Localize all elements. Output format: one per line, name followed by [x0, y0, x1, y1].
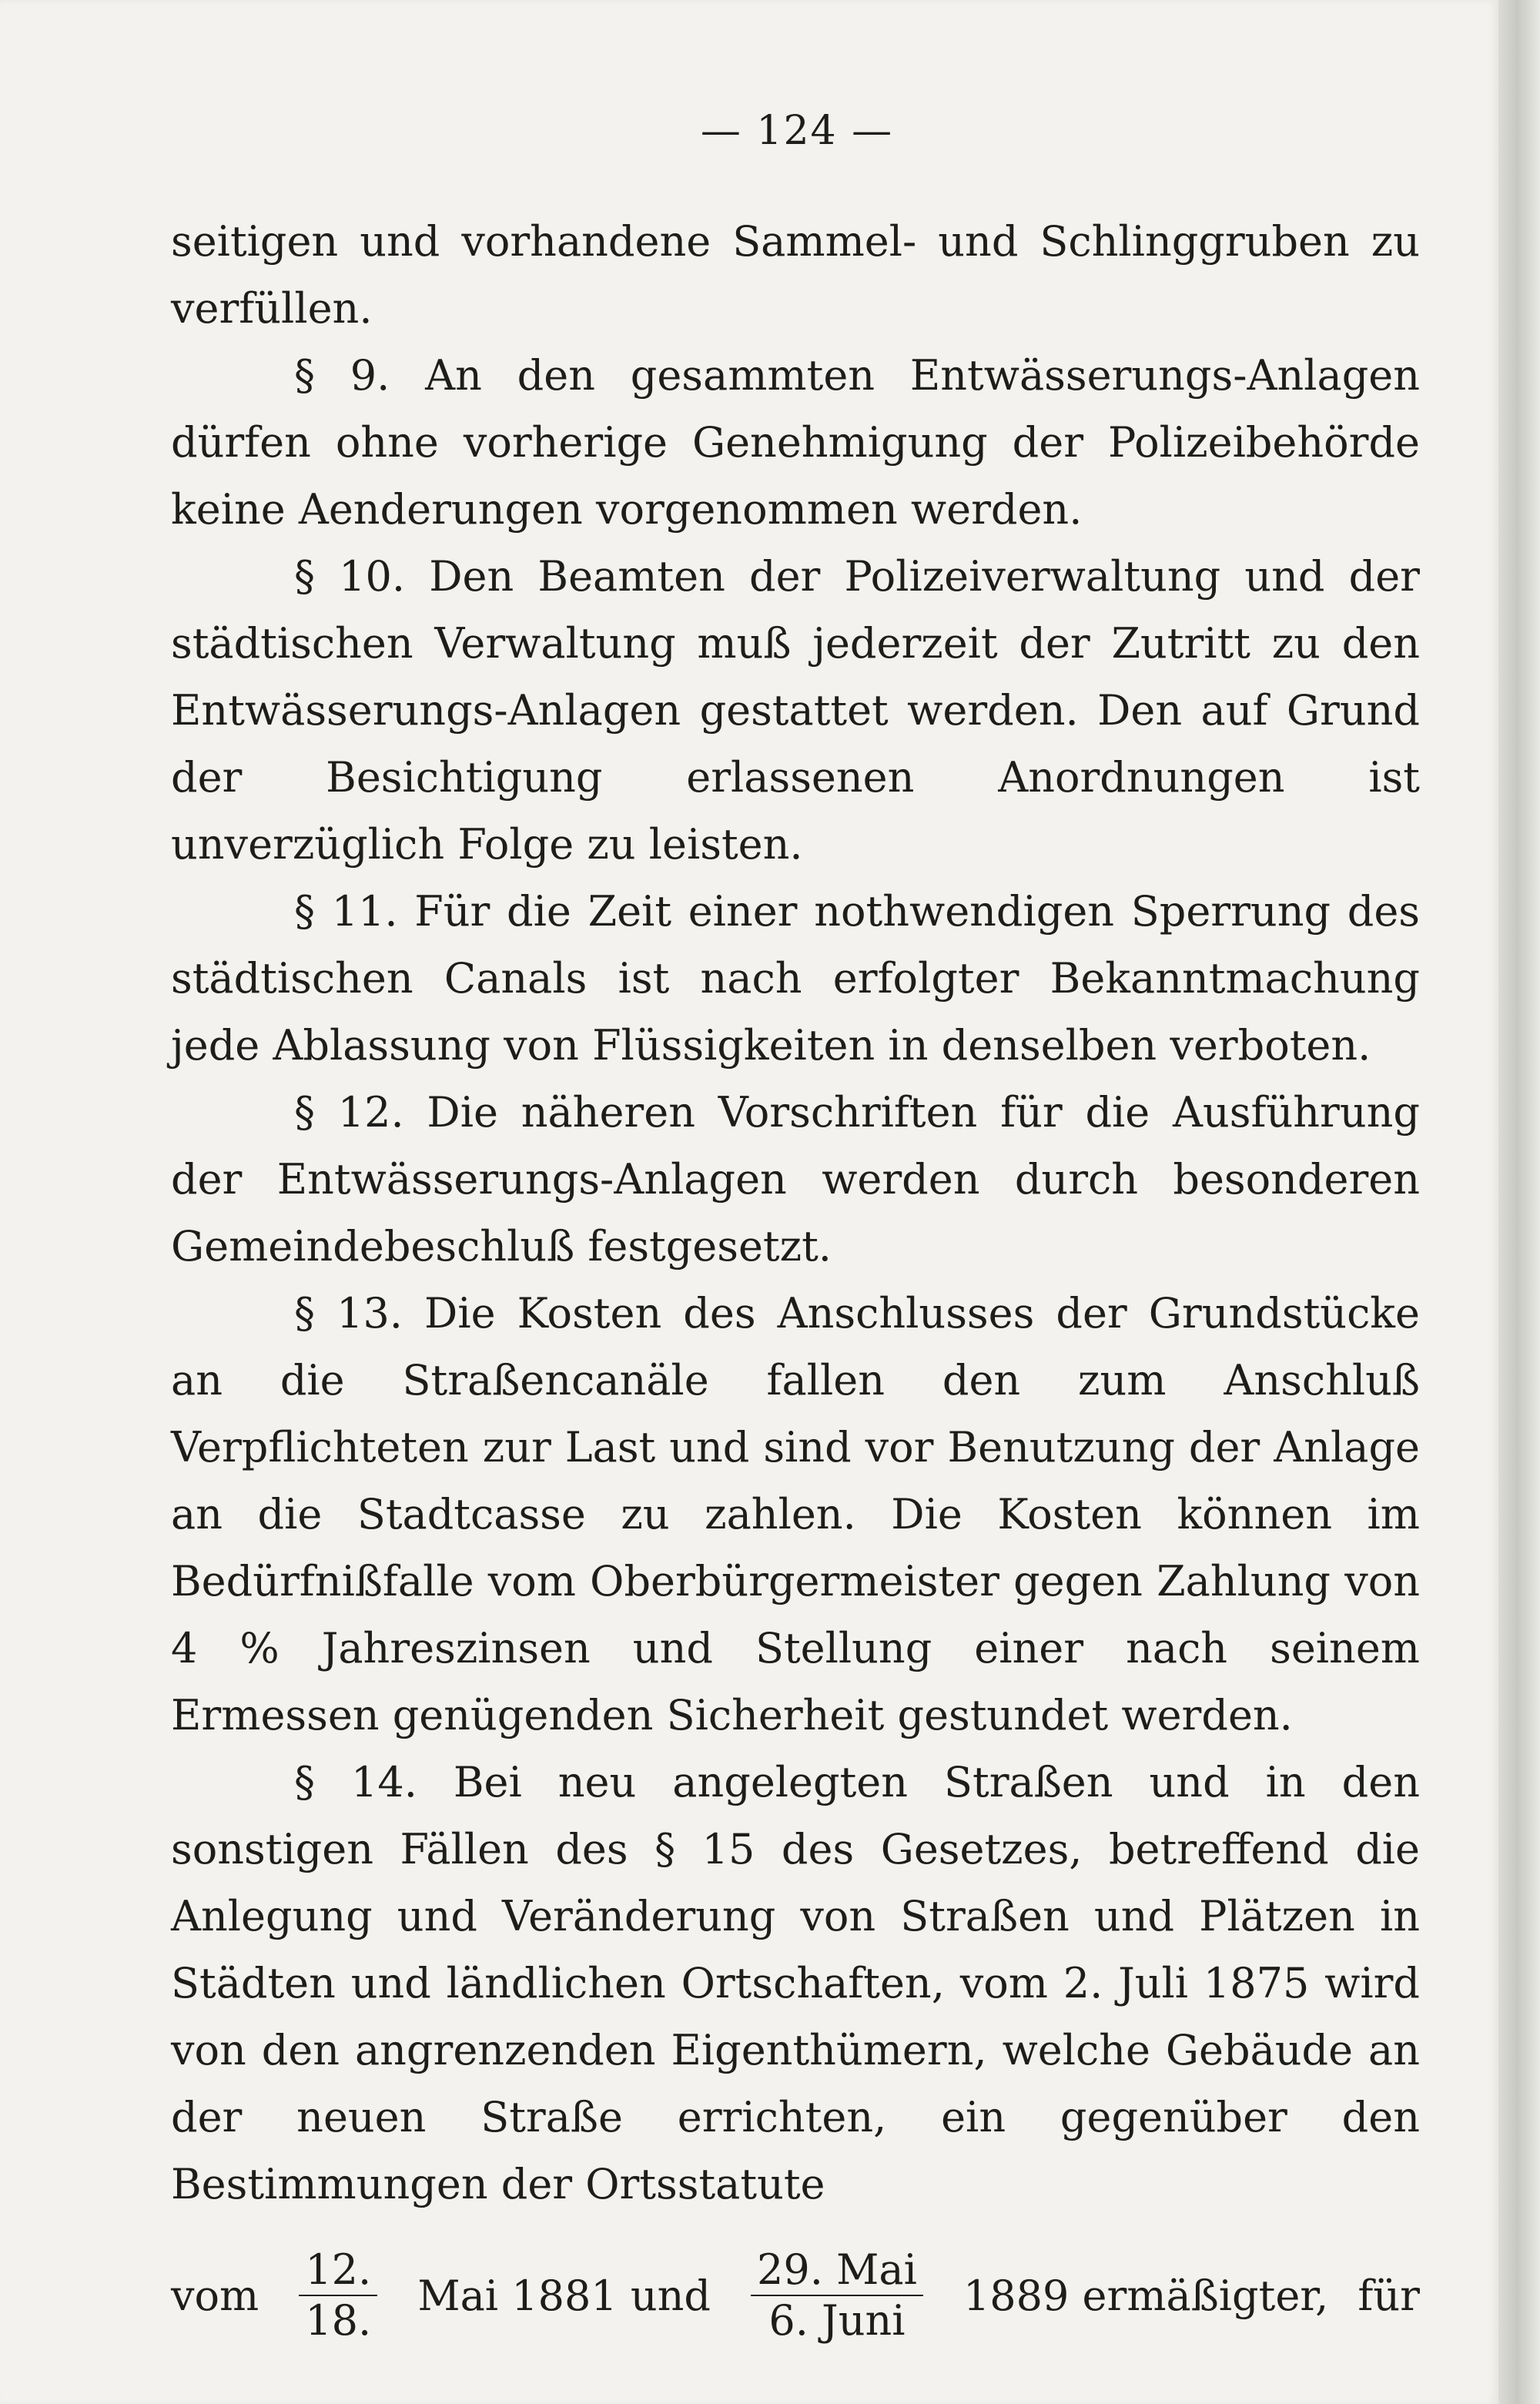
paragraph-section-13: § 13. Die Kosten des Anschlusses der Grundstücke an die Straßencanäle fallen den zum Anschluß Verpflichteten zur Last und sind vor Benutzung der Anlage an die Stadtcasse zu zahlen. Die Kosten können im Bedürfnißfalle vom Oberbürgermeister gegen Zahlung von 4 % Jahreszinsen und Stellung einer nach seinem Ermessen genügenden Sicherheit gestundet werden. — [171, 1289, 1420, 1739]
fraction-2-numerator: 29. Mai — [751, 2245, 923, 2296]
paragraph-section-11: § 11. Für die Zeit einer nothwendigen Sperrung des städtischen Canals ist nach erfolgter Bekanntmachung jede Ablassung von Flüssigkeiten in denselben verboten. — [171, 887, 1420, 1070]
fraction-2-denominator: 6. Juni — [768, 2296, 906, 2345]
fraction-1-denominator: 18. — [305, 2296, 372, 2345]
paragraph-section-10: § 10. Den Beamten der Polizeiverwaltung und der städtischen Verwaltung muß jederzeit der Zutritt zu den Entwässerungs-Anlagen gestattet werden. Den auf Grund der Besichtigung erlassenen Anordnungen ist unverzüglich Folge zu leisten. — [171, 552, 1420, 869]
fraction-date-line — [171, 2238, 1420, 2353]
date-fraction-2 — [751, 2245, 923, 2345]
body-text — [171, 208, 1420, 2353]
page-number: — 124 — — [700, 108, 894, 154]
line-text-1889: 1889 ermäßigter, — [962, 2271, 1329, 2320]
line-text-mai-1881: Mai 1881 und — [417, 2271, 711, 2320]
paragraph-continuation: seitigen und vorhandene Sammel- und Schlinggruben zu verfüllen. — [171, 217, 1420, 333]
fraction-1-numerator: 12. — [299, 2245, 377, 2296]
line-word-vom: vom — [171, 2271, 259, 2320]
paragraph-section-9: § 9. An den gesammten Entwässerungs-Anlagen dürfen ohne vorherige Genehmigung der Polizeibehörde keine Aenderungen vorgenommen werden. — [171, 351, 1420, 534]
paragraph-section-14: § 14. Bei neu angelegten Straßen und in den sonstigen Fällen des § 15 des Gesetzes, betreffend die Anlegung und Veränderung von Straßen und Plätzen in Städten und ländlichen Ortschaften, vom 2. Juli 1875 wird von den angrenzenden Eigenthümern, welche Gebäude an der neuen Straße errichten, ein gegenüber den Bestimmungen der Ortsstatute — [171, 1758, 1420, 2208]
paragraph-section-12: § 12. Die näheren Vorschriften für die Ausführung der Entwässerungs-Anlagen werden durch besonderen Gemeindebeschluß festgesetzt. — [171, 1088, 1420, 1271]
page-edge — [1498, 0, 1540, 2404]
line-word-fuer: für — [1358, 2271, 1420, 2320]
date-fraction-1 — [299, 2245, 377, 2345]
